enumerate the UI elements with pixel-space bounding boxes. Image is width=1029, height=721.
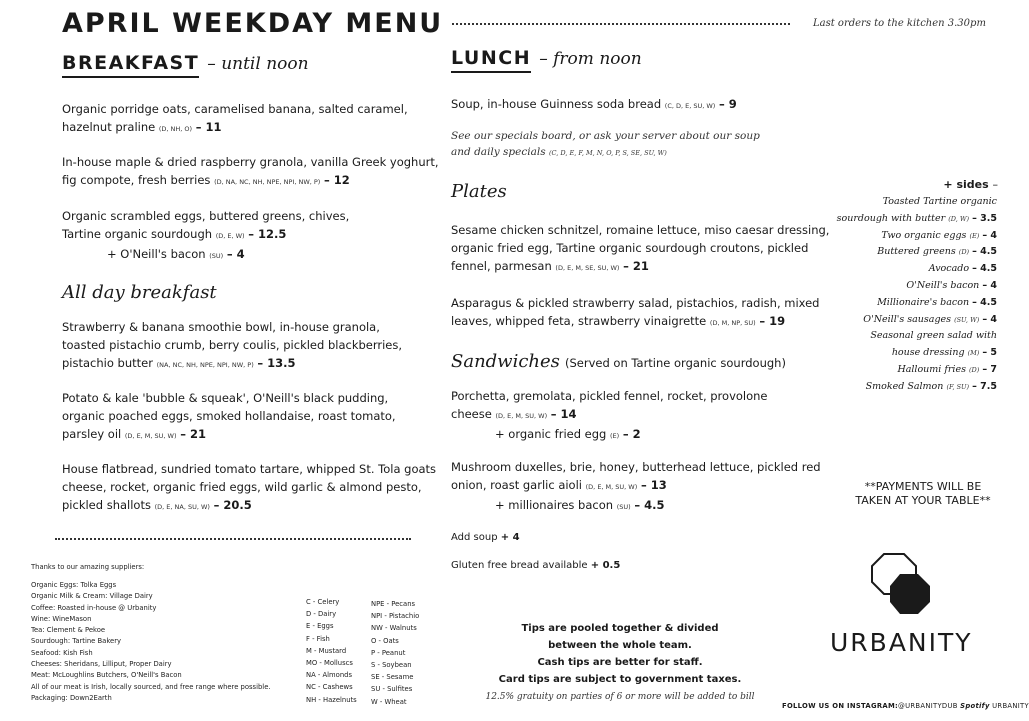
menu-item: Potato & kale 'bubble & squeak', O'Neill's black pudding, organic poached eggs, smoked hollandaise, roast tomato, parsley oil (D, E, M, SU, W) – 21 xyxy=(62,391,396,441)
breakfast-suffix: – until noon xyxy=(207,54,309,74)
menu-item: Asparagus & pickled strawberry salad, pistachios, radish, mixed leaves, whipped feta, strawberry vinaigrette (D, M, NP, SU) – 19 xyxy=(451,296,820,328)
lunch-heading xyxy=(451,47,642,69)
menu-item: Sesame chicken schnitzel, romaine lettuce, miso caesar dressing, organic fried egg, Tartine organic sourdough croutons, pickled fennel, parmesan (D, E, M, SE, SU, W) – 21 xyxy=(451,223,830,273)
last-orders: Last orders to the kitchen 3.30pm xyxy=(813,18,986,29)
allergen-key-col2: NPE - Pecans NPI - Pistachio NW - Walnuts O - Oats P - Peanut S - Soybean SE - Sesame SU - Sulfites W - Wheat xyxy=(371,600,420,706)
brand-name: URBANITY xyxy=(830,628,973,657)
menu-item: Porchetta, gremolata, pickled fennel, rocket, provolone cheese (D, E, M, SU, W) – 14 + organic fried egg (E) – 2 xyxy=(451,389,768,441)
payments-note: **PAYMENTS WILL BE TAKEN AT YOUR TABLE** xyxy=(855,480,991,507)
lunch-suffix: – from noon xyxy=(539,49,642,69)
specials-note: See our specials board, or ask your server about our soup and daily specials (C, D, E, F, M, N, O, P, S, SE, SU, W) xyxy=(451,130,760,158)
instagram-handle[interactable]: @URBANITYDUB xyxy=(898,702,958,710)
add-soup: Add soup + 4 xyxy=(451,532,520,543)
footer-social: FOLLOW US ON INSTAGRAM:@URBANITYDUB Spotify URBANITY xyxy=(782,702,1029,710)
suppliers-heading: Thanks to our amazing suppliers: xyxy=(31,563,145,571)
lunch-title: LUNCH xyxy=(451,47,531,73)
suppliers-list: Organic Eggs: Tolka Eggs Organic Milk & Cream: Village Dairy Coffee: Roasted in-house @ Urbanity Wine: WineMason Tea: Clement & Pekoe Sourdough: Tartine Bakery Seafood: Kish Fish Cheeses: Sheridans, Lilliput, Proper Dairy Meat: McLoughlins Butchers, O'Neill's Bacon All of our meat is Irish, locally sourced, and free range where possible. Packaging: Down2Earth xyxy=(31,581,271,702)
menu-item: Strawberry & banana smoothie bowl, in-house granola, toasted pistachio crumb, berry coulis, pickled blackberries, pistachio butter (NA, NC, NH, NPE, NPI, NW, P) – 13.5 xyxy=(62,320,403,370)
menu-item: In-house maple & dried raspberry granola, vanilla Greek yoghurt, fig compote, fresh berries (D, NA, NC, NH, NPE, NPI, NW, P) – 12 xyxy=(62,155,439,187)
breakfast-heading xyxy=(62,52,309,74)
menu-item: House flatbread, sundried tomato tartare, whipped St. Tola goats cheese, rocket, organic fried eggs, wild garlic & almond pesto, pickled shallots (D, E, NA, SU, W) – 20.5 xyxy=(62,462,437,512)
urbanity-logo-icon xyxy=(868,552,932,618)
soup-item: Soup, in-house Guinness soda bread (C, D, E, SU, W) – 9 xyxy=(451,97,737,111)
allergen-key-col1: C - Celery D - Dairy E - Eggs F - Fish M - Mustard MO - Molluscs NA - Almonds NC - Cashews NH - Hazelnuts xyxy=(306,598,357,704)
menu-title: APRIL WEEKDAY MENU xyxy=(62,8,444,39)
top-divider xyxy=(452,23,790,25)
spotify-icon: Spotify xyxy=(960,702,990,710)
gluten-free-note: Gluten free bread available + 0.5 xyxy=(451,560,621,571)
all-day-heading: All day breakfast xyxy=(62,282,217,303)
sides-list: Toasted Tartine organic sourdough with butter (D, W) – 3.5 Two organic eggs (E) – 4 Buttered greens (D) – 4.5 Avocado – 4.5 O'Neill's bacon – 4 Millionaire's bacon – 4.5 O'Neill's sausages (SU, W) – 4 Seasonal green salad with house dressing (M) – 5 Halloumi fries (D) – 7 Smoked Salmon (F, SU) – 7.5 xyxy=(836,196,997,392)
sandwiches-heading xyxy=(451,351,786,372)
breakfast-title: BREAKFAST xyxy=(62,52,199,78)
menu-item: Organic porridge oats, caramelised banana, salted caramel, hazelnut praline (D, NH, O) – 11 xyxy=(62,102,408,134)
left-divider xyxy=(55,538,411,540)
menu-item: Mushroom duxelles, brie, honey, butterhead lettuce, pickled red onion, roast garlic aioli (D, E, M, SU, W) – 13 + millionaires bacon (SU) – 4.5 xyxy=(451,460,821,512)
sandwiches-title: Sandwiches xyxy=(451,351,560,372)
sandwiches-note: (Served on Tartine organic sourdough) xyxy=(565,356,786,370)
sides-heading: + sides – xyxy=(943,178,998,191)
plates-heading: Plates xyxy=(451,181,507,202)
menu-item: Organic scrambled eggs, buttered greens, chives, Tartine organic sourdough (D, E, W) – 12.5 + O'Neill's bacon (SU) – 4 xyxy=(62,209,350,261)
gratuity-note: 12.5% gratuity on parties of 6 or more will be added to bill xyxy=(485,692,755,702)
tips-note: Tips are pooled together & divided between the whole team. Cash tips are better for staff. Card tips are subject to government taxes. xyxy=(498,623,742,685)
